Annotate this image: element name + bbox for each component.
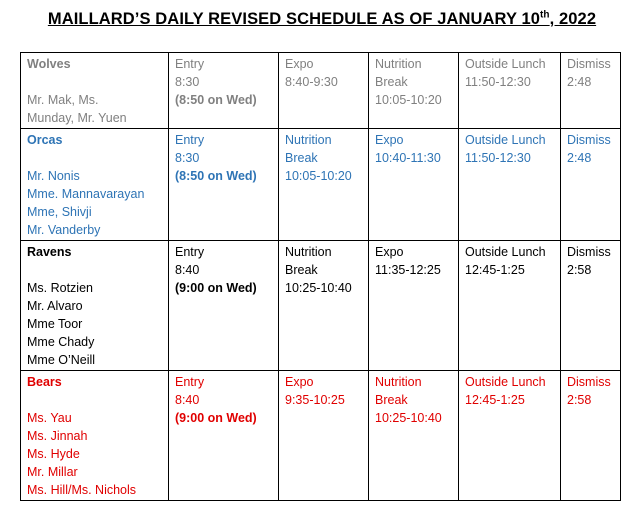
dismiss-label: Dismiss — [567, 133, 611, 147]
teacher-name: Ms. Hill/Ms. Nichols — [27, 483, 137, 497]
period-time: 8:40-9:30 — [285, 75, 338, 89]
dismiss-cell — [561, 129, 621, 241]
table-row — [21, 241, 621, 371]
group-cell — [21, 241, 169, 371]
period-label: Expo — [375, 245, 404, 259]
lunch-cell — [459, 53, 561, 129]
teacher-name: Ms. Jinnah — [27, 429, 88, 443]
group-name: Ravens — [27, 245, 72, 259]
teacher-name: Mme, Shivji — [27, 205, 92, 219]
period-label: Break — [375, 75, 408, 89]
lunch-time: 12:45-1:25 — [465, 263, 525, 277]
teacher-name: Mr. Nonis — [27, 169, 80, 183]
entry-time: 8:40 — [175, 263, 200, 277]
period-cell — [369, 129, 459, 241]
title-superscript: th — [540, 9, 550, 21]
entry-wed-time: (9:00 on Wed) — [175, 281, 257, 295]
entry-cell — [169, 129, 279, 241]
entry-cell — [169, 53, 279, 129]
entry-label: Entry — [175, 375, 205, 389]
entry-time: 8:30 — [175, 151, 200, 165]
period-cell — [279, 371, 369, 501]
teacher-name: Mr. Alvaro — [27, 299, 83, 313]
period-label: Break — [375, 393, 408, 407]
group-cell — [21, 371, 169, 501]
dismiss-time: 2:58 — [567, 263, 592, 277]
lunch-label: Outside Lunch — [465, 375, 546, 389]
title-tail: , 2022 — [549, 10, 597, 28]
dismiss-time: 2:48 — [567, 75, 592, 89]
period-label: Nutrition — [285, 133, 332, 147]
period-cell — [369, 241, 459, 371]
dismiss-time: 2:48 — [567, 151, 592, 165]
period-cell — [369, 53, 459, 129]
entry-cell — [169, 371, 279, 501]
group-name: Bears — [27, 375, 62, 389]
lunch-label: Outside Lunch — [465, 57, 546, 71]
lunch-cell — [459, 241, 561, 371]
teacher-name: Mme Chady — [27, 335, 95, 349]
period-time: 10:40-11:30 — [375, 151, 441, 165]
period-cell — [279, 241, 369, 371]
group-cell — [21, 129, 169, 241]
period-label: Nutrition — [375, 375, 422, 389]
dismiss-cell — [561, 241, 621, 371]
period-cell — [369, 371, 459, 501]
dismiss-time: 2:58 — [567, 393, 592, 407]
schedule-table — [20, 52, 621, 501]
dismiss-label: Dismiss — [567, 57, 611, 71]
period-label: Nutrition — [285, 245, 332, 259]
teacher-name: Ms. Hyde — [27, 447, 80, 461]
period-cell — [279, 129, 369, 241]
period-time: 10:25-10:40 — [375, 411, 442, 425]
table-row — [21, 53, 621, 129]
entry-cell — [169, 241, 279, 371]
entry-label: Entry — [175, 133, 205, 147]
dismiss-cell — [561, 53, 621, 129]
group-name: Wolves — [27, 57, 71, 71]
period-label: Break — [285, 263, 318, 277]
dismiss-label: Dismiss — [567, 245, 611, 259]
lunch-cell — [459, 129, 561, 241]
dismiss-cell — [561, 371, 621, 501]
entry-time: 8:40 — [175, 393, 200, 407]
lunch-time: 11:50-12:30 — [465, 75, 531, 89]
teacher-name: Mme O’Neill — [27, 353, 96, 367]
teacher-name: Mme Toor — [27, 317, 83, 331]
teacher-name: Ms. Rotzien — [27, 281, 93, 295]
teacher-name: Mme. Mannavarayan — [27, 187, 145, 201]
lunch-time: 12:45-1:25 — [465, 393, 525, 407]
table-row — [21, 129, 621, 241]
teacher-name: Munday, Mr. Yuen — [27, 111, 127, 125]
period-label: Expo — [375, 133, 404, 147]
page-title — [0, 10, 644, 29]
entry-label: Entry — [175, 245, 205, 259]
period-time: 10:05-10:20 — [375, 93, 442, 107]
period-time: 11:35-12:25 — [375, 263, 441, 277]
period-time: 9:35-10:25 — [285, 393, 345, 407]
lunch-cell — [459, 371, 561, 501]
lunch-time: 11:50-12:30 — [465, 151, 531, 165]
entry-time: 8:30 — [175, 75, 200, 89]
teacher-name: Mr. Mak, Ms. — [27, 93, 99, 107]
period-time: 10:25-10:40 — [285, 281, 352, 295]
title-main: MAILLARD’S DAILY REVISED SCHEDULE AS OF JANUARY 10 — [47, 10, 540, 28]
lunch-label: Outside Lunch — [465, 245, 546, 259]
period-label: Expo — [285, 57, 314, 71]
entry-label: Entry — [175, 57, 205, 71]
entry-wed-time: (8:50 on Wed) — [175, 169, 257, 183]
period-label: Break — [285, 151, 318, 165]
entry-wed-time: (8:50 on Wed) — [175, 93, 257, 107]
period-time: 10:05-10:20 — [285, 169, 352, 183]
period-label: Nutrition — [375, 57, 422, 71]
teacher-name: Mr. Millar — [27, 465, 78, 479]
period-cell — [279, 53, 369, 129]
entry-wed-time: (9:00 on Wed) — [175, 411, 257, 425]
group-name: Orcas — [27, 133, 63, 147]
dismiss-label: Dismiss — [567, 375, 611, 389]
teacher-name: Mr. Vanderby — [27, 223, 101, 237]
teacher-name: Ms. Yau — [27, 411, 72, 425]
table-row — [21, 371, 621, 501]
period-label: Expo — [285, 375, 314, 389]
group-cell — [21, 53, 169, 129]
lunch-label: Outside Lunch — [465, 133, 546, 147]
